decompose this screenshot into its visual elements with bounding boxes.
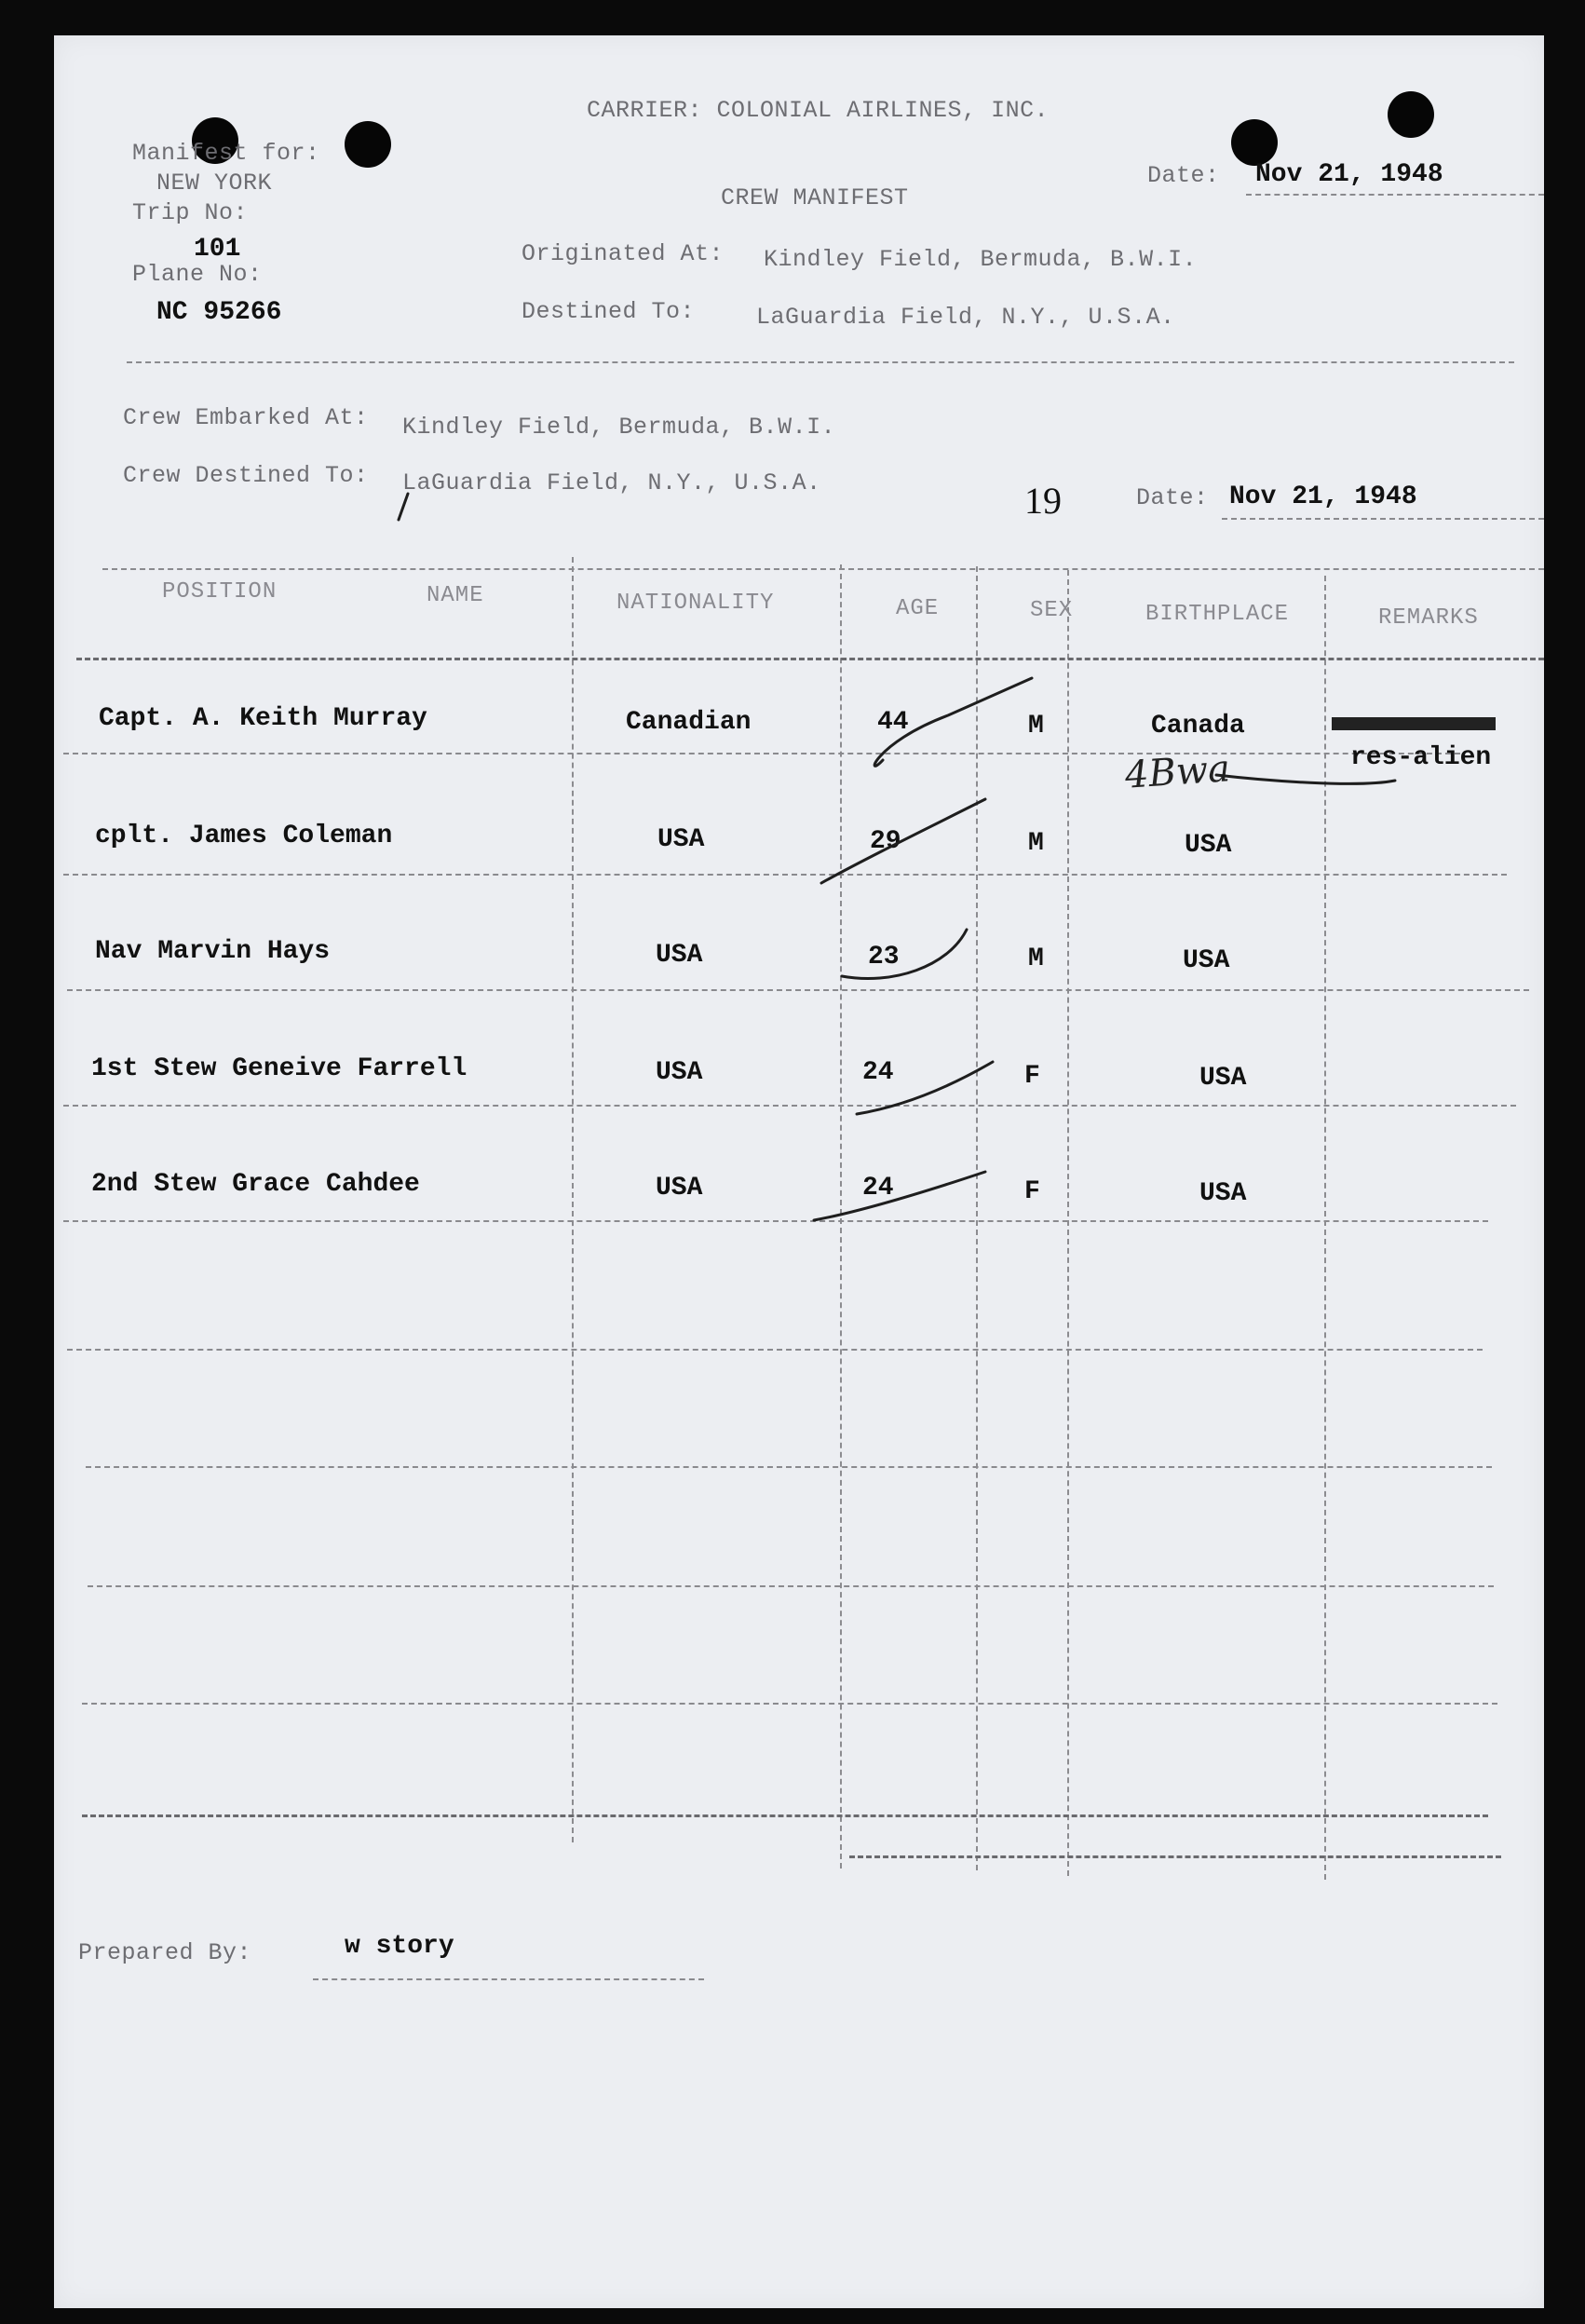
manifest-for-label: Manifest for:	[132, 140, 320, 167]
row4-sex: F	[1024, 1062, 1040, 1091]
row3-sex: M	[1028, 945, 1044, 973]
crew-embarked-value: Kindley Field, Bermuda, B.W.I.	[402, 414, 836, 441]
row1-remarks: res-alien	[1350, 743, 1492, 772]
crew-destined-value: LaGuardia Field, N.Y., U.S.A.	[402, 469, 821, 496]
originated-value: Kindley Field, Bermuda, B.W.I.	[764, 246, 1198, 273]
row3-position-name: Nav Marvin Hays	[95, 937, 331, 966]
row1-birthplace: Canada	[1151, 712, 1245, 741]
row5-birthplace: USA	[1199, 1179, 1247, 1208]
check-mark-row1	[874, 678, 1032, 766]
crew-date-value: Nov 21, 1948	[1229, 482, 1417, 511]
row2-nationality: USA	[657, 825, 705, 854]
row3-birthplace: USA	[1183, 946, 1230, 975]
row1-position-name: Capt. A. Keith Murray	[99, 704, 427, 733]
crew-embarked-label: Crew Embarked At:	[123, 404, 369, 431]
manifest-title: CREW MANIFEST	[721, 184, 909, 211]
manifest-sheet	[54, 35, 1544, 2308]
date-value: Nov 21, 1948	[1255, 160, 1443, 189]
row2-position-name: cplt. James Coleman	[95, 822, 393, 850]
row3-nationality: USA	[656, 941, 703, 970]
row2-age: 29	[870, 827, 901, 856]
originated-label: Originated At:	[522, 240, 725, 267]
row-rule-10	[82, 1814, 1488, 1817]
row-rule-6	[67, 1349, 1483, 1351]
trip-label: Trip No:	[132, 199, 249, 226]
row1-nationality: Canadian	[626, 708, 752, 737]
row5-position-name: 2nd Stew Grace Cahdee	[91, 1170, 420, 1199]
col-header-name: NAME	[427, 583, 484, 608]
row4-age: 24	[862, 1058, 894, 1087]
row3-age: 23	[868, 943, 900, 972]
col-header-position: POSITION	[162, 579, 278, 605]
row-rule-7	[86, 1466, 1492, 1468]
col-header-sex: SEX	[1030, 598, 1074, 623]
col-header-birthplace: BIRTHPLACE	[1145, 602, 1290, 627]
trip-value: 101	[194, 235, 241, 264]
row2-birthplace: USA	[1185, 831, 1232, 860]
page-number: 19	[1024, 480, 1062, 522]
check-mark-row2	[821, 799, 985, 883]
row5-age: 24	[862, 1174, 894, 1203]
col-header-nationality: NATIONALITY	[616, 591, 775, 616]
plane-label: Plane No:	[132, 261, 263, 288]
plane-value: NC 95266	[156, 298, 282, 327]
handwritten-note: 4Bwa	[1123, 747, 1232, 797]
row5-sex: F	[1024, 1177, 1040, 1206]
row5-nationality: USA	[656, 1174, 703, 1203]
row4-position-name: 1st Stew Geneive Farrell	[91, 1054, 467, 1083]
check-mark-row5	[814, 1172, 985, 1220]
col-header-remarks: REMARKS	[1378, 605, 1479, 631]
row2-sex: M	[1028, 829, 1044, 858]
row1-sex: M	[1028, 712, 1044, 741]
prepared-by-label: Prepared By:	[78, 1939, 252, 1966]
manifest-for-value: NEW YORK	[156, 170, 273, 197]
destined-label: Destined To:	[522, 298, 696, 325]
row1-age: 44	[877, 708, 909, 737]
carrier-line: CARRIER: COLONIAL AIRLINES, INC.	[587, 97, 1050, 124]
prepared-by-underline	[313, 1978, 704, 1980]
row-rule-8	[88, 1585, 1494, 1587]
handwritten-bracket	[1216, 775, 1395, 783]
date-label: Date:	[1147, 162, 1220, 189]
destined-value: LaGuardia Field, N.Y., U.S.A.	[756, 304, 1175, 331]
pencil-stroke	[399, 494, 408, 520]
table-bottom-rule	[849, 1855, 1501, 1858]
row4-nationality: USA	[656, 1058, 703, 1087]
age-check-marks	[54, 35, 1544, 1339]
prepared-by-value: w story	[345, 1932, 454, 1961]
check-mark-row4	[857, 1062, 993, 1114]
crew-date-label: Date:	[1136, 484, 1209, 511]
col-header-age: AGE	[896, 596, 940, 621]
row4-birthplace: USA	[1199, 1064, 1247, 1093]
row-rule-9	[82, 1703, 1497, 1705]
check-mark-row3	[842, 930, 967, 979]
crew-destined-label: Crew Destined To:	[123, 462, 369, 489]
